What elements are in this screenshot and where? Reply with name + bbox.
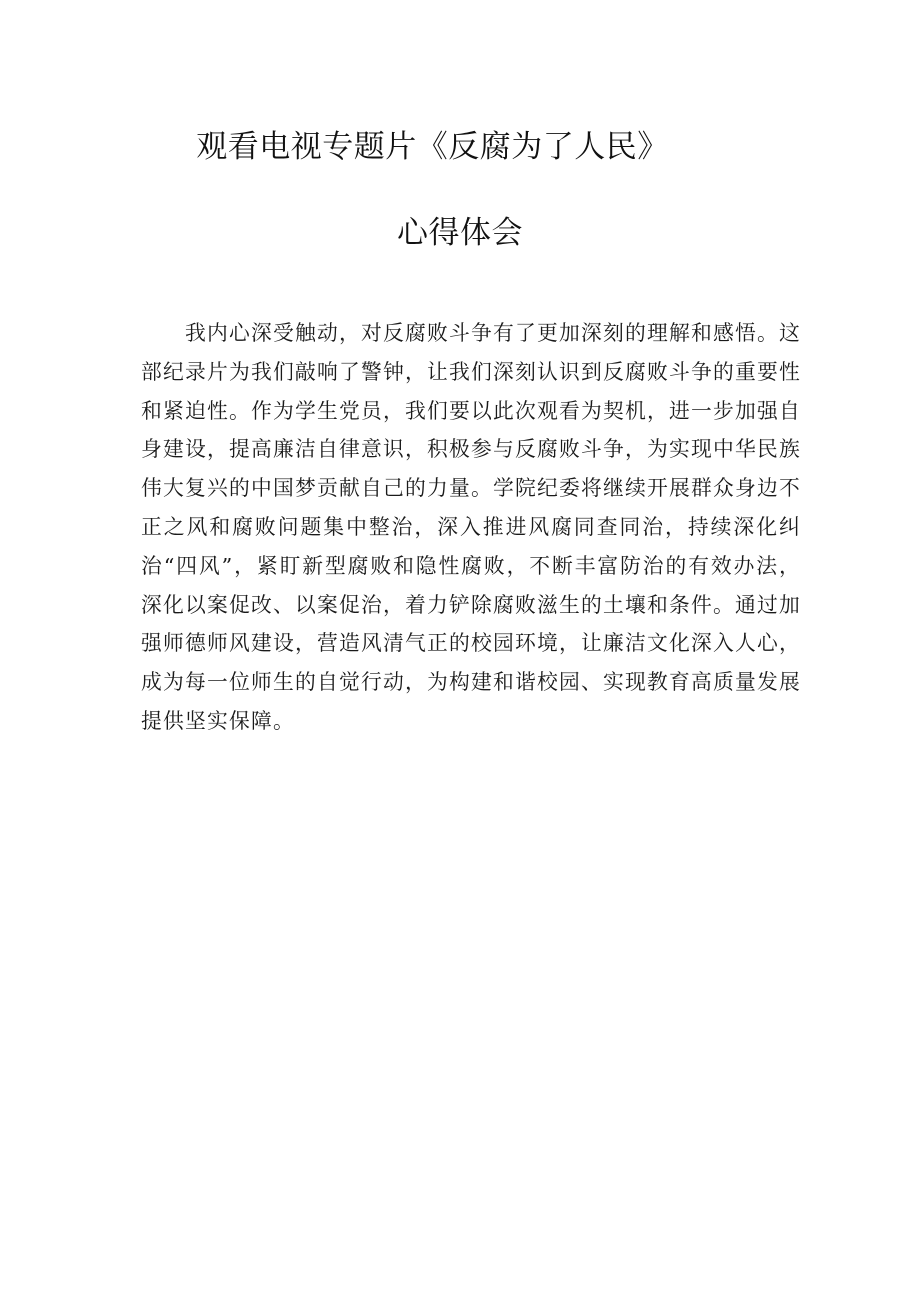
body-paragraph: 我内心深受触动，对反腐败斗争有了更加深刻的理解和感悟。这部纪录片为我们敲响了警钟，让我们深刻认识到反腐败斗争的重要性和紧迫性。作为学生党员，我们要以此次观看为契机，进一步加强自身建设，提高廉洁自律意识，积极参与反腐败斗争，为实现中华民族伟大复兴的中国梦贡献自己的力量。学院纪委将继续开展群众身边不正之风和腐败问题集中整治，深入推进风腐同查同治，持续深化纠治“四风”，紧盯新型腐败和隐性腐败，不断丰富防治的有效办法，深化以案促改、以案促治，着力铲除腐败滋生的土壤和条件。通过加强师德师风建设，营造风清气正的校园环境，让廉洁文化深入人心，成为每一位师生的自觉行动，为构建和谐校园、实现教育高质量发展提供坚实保障。 bbox=[141, 321, 801, 733]
document-title: 观看电视专题片《反腐为了人民》 bbox=[196, 129, 669, 165]
document-subtitle: 心得体会 bbox=[397, 215, 523, 251]
